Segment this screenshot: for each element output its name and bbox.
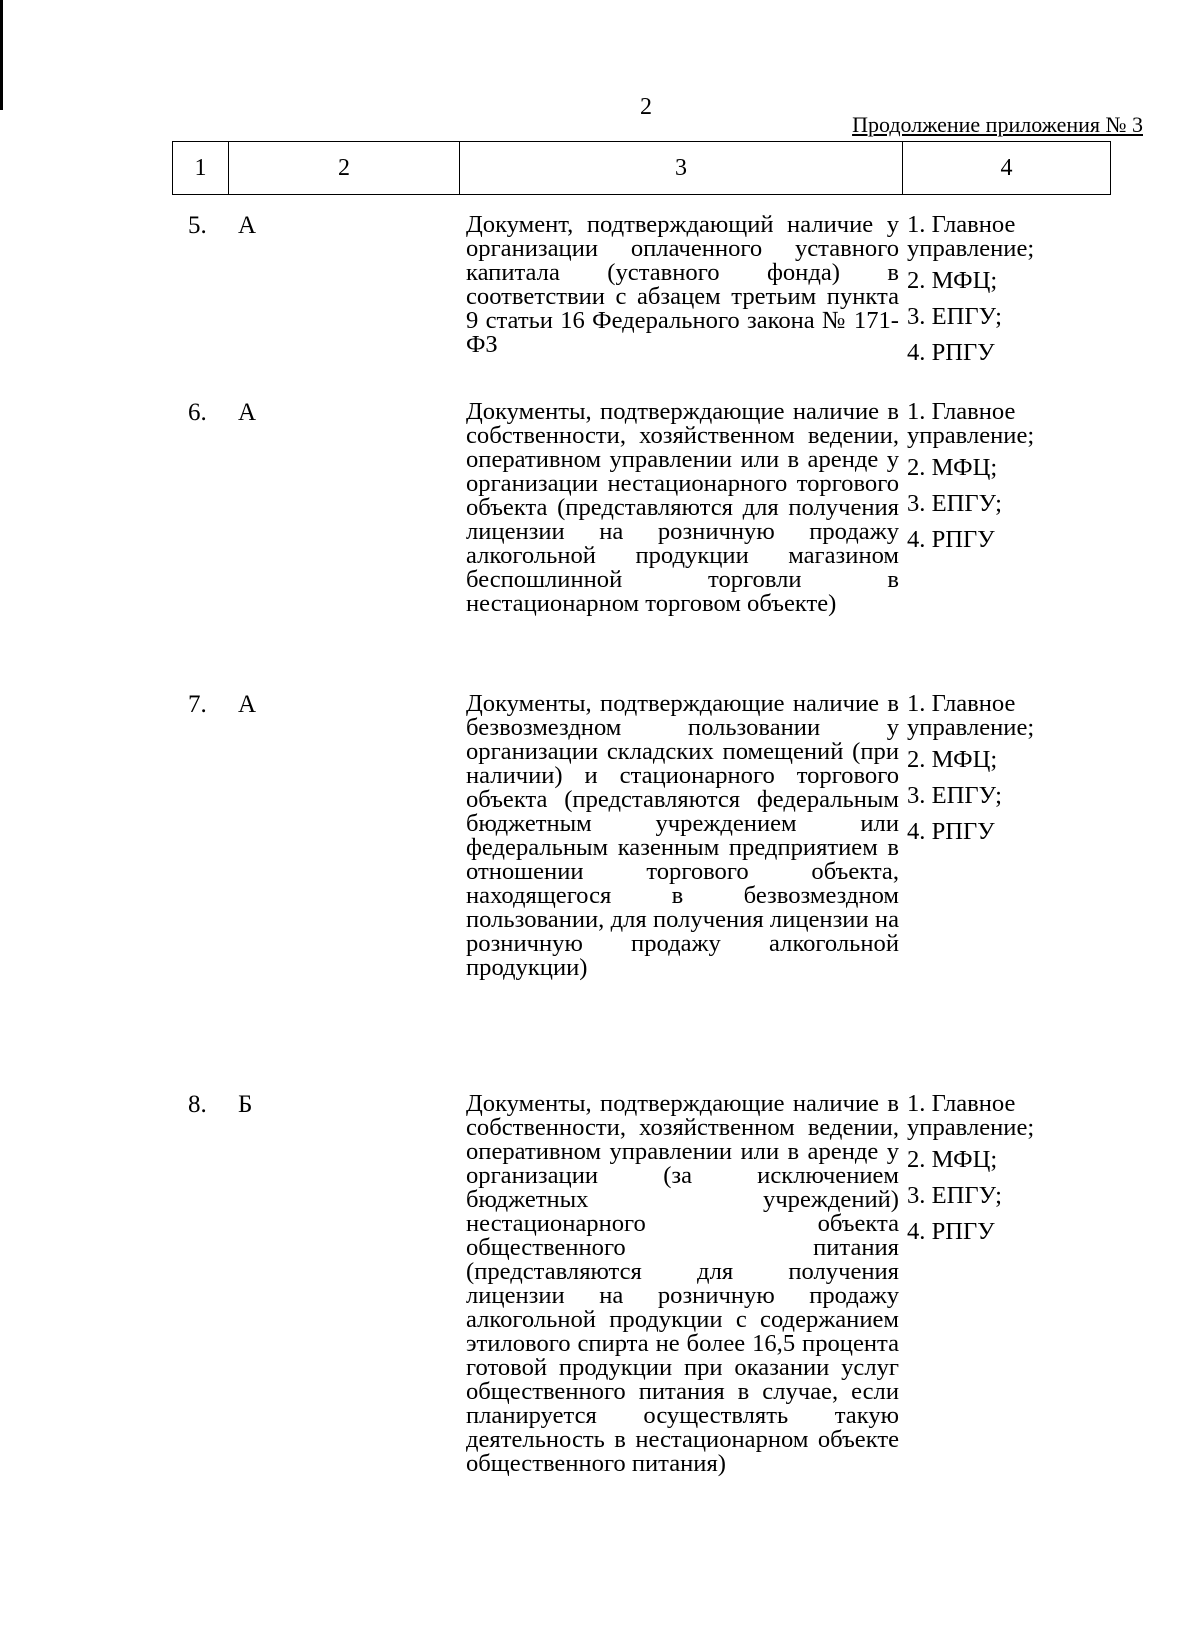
agency-item: 1. Главное [907,690,1016,717]
row-description: Документ, подтверждающий наличие у организации оплаченного уставного капитала (уставного фонда) в соответствии с абзацем третьим пункта 9 статьи 16 Федерального закона № 171-ФЗ [466,211,899,358]
agency-item: 4. РПГУ [907,1218,995,1245]
agency-item: 3. ЕПГУ; [907,1182,1002,1209]
header-col-2: 2 [229,142,460,194]
row-category: А [238,212,257,239]
page-edge-line [0,0,3,110]
row-description: Документы, подтверждающие наличие в собственности, хозяйственном ведении, оперативном управлении или в аренде у организации (за исключением бюджетных учреждений) нестационарного объекта общественного питания (представляются для получения лицензии на розничную продажу алкогольной продукции с содержанием этилового спирта не более 16,5 процента готовой продукции при оказании услуг общественного питания в случае, если планируется осуществлять такую деятельность в нестационарном объекте общественного питания) [466,1090,899,1477]
header-col-3: 3 [460,142,903,194]
agency-item: управление; [907,235,1035,262]
row-category: А [238,399,257,426]
agency-item: 2. МФЦ; [907,746,998,773]
continuation-heading: Продолжение приложения № 3 [852,112,1143,137]
row-agencies [907,692,1107,856]
row-agencies [907,400,1107,564]
agency-item: 3. ЕПГУ; [907,782,1002,809]
row-number: 5. [188,212,207,239]
agency-item: 4. РПГУ [907,339,995,366]
table-header [172,141,1111,195]
agency-item: 1. Главное [907,211,1016,238]
agency-item: 2. МФЦ; [907,267,998,294]
row-category: А [238,691,257,718]
agency-item: 4. РПГУ [907,526,995,553]
header-col-1: 1 [173,142,229,194]
agency-item: 3. ЕПГУ; [907,303,1002,330]
agency-item: управление; [907,1114,1035,1141]
row-category: Б [238,1091,253,1118]
row-number: 7. [188,691,207,718]
agency-item: 4. РПГУ [907,818,995,845]
row-agencies [907,213,1107,377]
agency-item: 1. Главное [907,398,1016,425]
agency-item: управление; [907,714,1035,741]
row-description: Документы, подтверждающие наличие в собственности, хозяйственном ведении, оперативном управлении или в аренде у организации нестационарного торгового объекта (представляются для получения лицензии на розничную продажу алкогольной продукции магазином беспошлинной торговли в нестационарном торговом объекте) [466,398,899,617]
header-col-4: 4 [1000,155,1013,181]
row-agencies [907,1092,1107,1256]
agency-item: 2. МФЦ; [907,1146,998,1173]
agency-item: 2. МФЦ; [907,454,998,481]
agency-item: управление; [907,422,1035,449]
row-number: 8. [188,1091,207,1118]
agency-item: 1. Главное [907,1090,1016,1117]
row-description: Документы, подтверждающие наличие в безвозмездном пользовании у организации складских помещений (при наличии) и стационарного торгового объекта (представляются федеральным бюджетным учреждением или федеральным казенным предприятием в отношении торгового объекта, находящегося в безвозмездном пользовании, для получения лицензии на розничную продажу алкогольной продукции) [466,690,899,981]
row-number: 6. [188,399,207,426]
page-number: 2 [640,94,652,120]
agency-item: 3. ЕПГУ; [907,490,1002,517]
